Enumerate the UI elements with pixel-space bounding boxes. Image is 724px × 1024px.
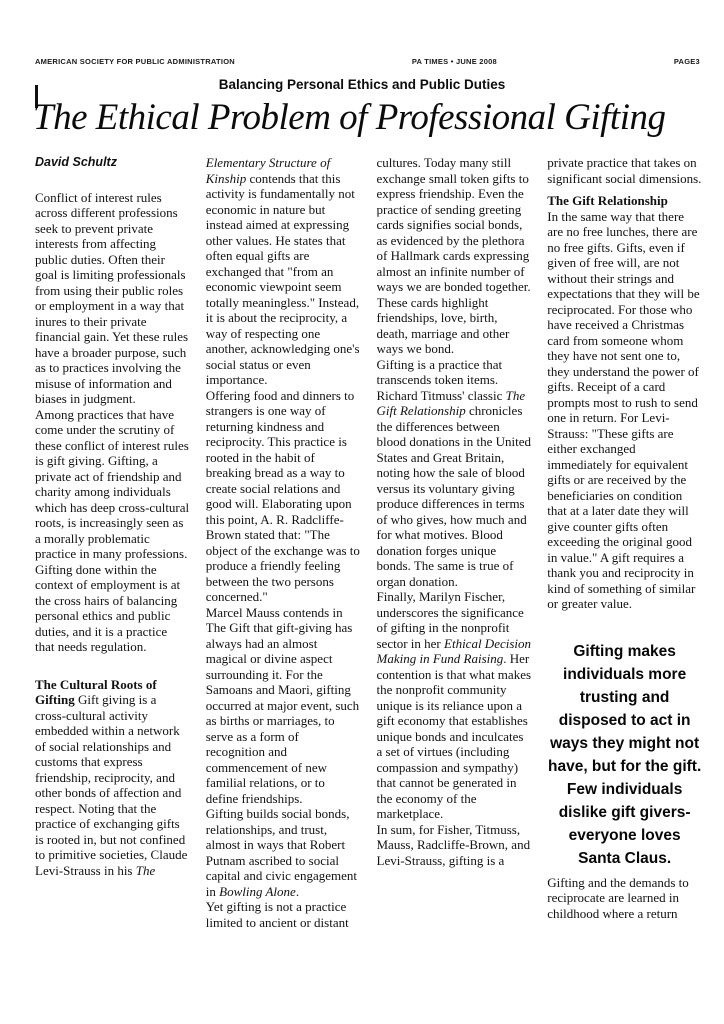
text-segment: Gift giving is a cross-cultural activity embedded within a network of social relationships and customs that express friendship, reciprocity, and other bonds of affection and respect. Noting that the practice of exchanging gifts is rooted in, but not confined to primitive societies, Claude Levi-Strauss in his	[35, 692, 188, 878]
text-segment: private practice that takes on significant social dimensions.	[547, 155, 702, 186]
text-segment: In sum, for Fisher, Titmuss, Mauss, Radcliffe-Brown, and Levi-Strauss, gifting is a	[376, 821, 531, 868]
article-column-1	[35, 155, 190, 1020]
article-paragraph	[547, 209, 702, 612]
text-segment: . Her contention is that what makes the nonprofit community unique is its reliance upon a gift economy that establishes unique bonds and inculcates a set of virtues (including compassion and sympathy) that cannot be generated in the economy of the marketplace.	[376, 651, 532, 821]
pull-quote-line: Gifting makes individuals more trusting and disposed to act in ways they might not have, but for the gift.	[547, 642, 702, 775]
article-paragraph	[35, 190, 190, 407]
text-segment: Gifting and the demands to reciprocate are learned in childhood where a return	[547, 874, 689, 921]
article-title: The Ethical Problem of Professional Gifting	[33, 97, 666, 138]
article-paragraph	[206, 388, 361, 605]
text-segment: Marcel Mauss contends in The Gift that gift-giving has always had an almost magical or divine aspect surrounding it. For the Samoans and Maori, gifting occurred at major event, such as births or marriages, to serve as a form of recognition and commencement of new familial relations, or to define friendships.	[205, 604, 360, 806]
article-paragraph	[206, 899, 361, 930]
article-paragraph	[377, 822, 532, 869]
publisher-name: AMERICAN SOCIETY FOR PUBLIC ADMINISTRATION	[35, 57, 235, 66]
article-paragraph	[377, 589, 532, 822]
text-segment: The Gift Relationship	[547, 193, 668, 208]
article-columns	[35, 155, 702, 1020]
article-paragraph	[547, 155, 702, 186]
article-paragraph	[377, 155, 532, 357]
text-segment: Yet gifting is not a practice limited to ancient or distant	[205, 899, 349, 930]
text-segment: contends that this activity is fundamentally not economic in nature but instead aimed at expressing other values. He states that often equal gifts are exchanged that "from an economic viewpoint seem totally meaningless." Instead, it is about the reciprocity, a way of respecting one another, acknowledging one's social status or even importance.	[205, 170, 360, 387]
text-segment: The	[135, 862, 156, 878]
text-segment: In the same way that there are no free lunches, there are no free gifts. Gifts, even if given of free will, are not without their strings and expectations that they will be reciprocated. For those who have received a Christmas card from someone whom they have not sent one to, they understand the power of gifts. Receipt of a card prompts most to rush to send one in return. For Levi-Strauss: "These gifts are either exchanged immediately for equivalent gifts or are received by the beneficiaries on condition that at a later date they will give counter gifts often exceeding the original good in value." A gift requires a thank you and reciprocity in kind of something of similar or greater value.	[547, 208, 700, 611]
text-segment: Gifting builds social bonds, relationships, and trust, almost in ways that Robert Putnam ascribed to social capital and civic engagement in	[205, 806, 357, 899]
article-paragraph	[547, 875, 702, 922]
section-heading	[547, 193, 702, 209]
page-header	[35, 57, 700, 66]
article-paragraph	[206, 155, 361, 388]
pull-quote-line: Few individuals dislike gift givers- everyone loves Santa Claus.	[558, 780, 691, 867]
text-segment: Conflict of interest rules across different professions seek to prevent private interests from affecting public duties. Often their goal is limiting professionals from using their public roles or employment in a way that inures to their private financial gain. Yet these rules have a broader purpose, such as to practices involving the misuse of information and biases in judgment.	[35, 189, 189, 406]
article-paragraph	[377, 357, 532, 590]
byline	[35, 155, 190, 171]
text-segment: Ethical Decision Making in Fund Raising	[376, 635, 532, 666]
article-paragraph	[206, 806, 361, 899]
article-paragraph	[35, 407, 190, 655]
text-segment: cultures. Today many still exchange small token gifts to express friendship. Even the practice of sending greeting cards signifies social bonds, as evidenced by the plethora of Hallmark cards expressing almost an infinite number of ways we are bonded together. These cards highlight friendships, love, birth, death, marriage and other ways we bond.	[376, 155, 531, 356]
text-segment: Offering food and dinners to strangers is one way of returning kindness and reciprocity. This practice is rooted in the habit of breaking bread as a way to create social relations and good will. Elaborating upon this point, A. R. Radcliffe-Brown stated that: "The object of the exchange was to produce a friendly feeling between the two persons concerned."	[205, 387, 360, 604]
article-column-2	[206, 155, 361, 1020]
text-segment: Bowling Alone	[219, 883, 296, 899]
text-segment: The Gift Relationship	[376, 387, 526, 418]
page-number: PAGE3	[673, 57, 700, 66]
publication-date: PA TIMES • JUNE 2008	[411, 57, 497, 66]
text-segment: chronicles the differences between blood donations in the United States and Great Britain, noting how the sale of blood versus its voluntary giving produce differences in terms of who gives, how much and for what motives. Blood donation forges unique bonds. The same is true of organ donation.	[376, 403, 532, 589]
text-segment: Among practices that have come under the scrutiny of these conflict of interest rules is gift giving. Gifting, a private act of friendship and charity among individuals which has deep cross-cultural roots, is increasingly seen as a morally problematic practice in many professions. Gifting done within the context of employment is at the cross hairs of balancing personal ethics and public duties, and it is a practice that needs regulation.	[35, 406, 190, 654]
pull-quote	[547, 640, 702, 870]
article-column-3	[377, 155, 532, 1020]
text-segment: Gifting is a practice that transcends token items. Richard Titmuss' classic	[376, 356, 506, 403]
text-segment: Elementary Structure of Kinship	[205, 155, 331, 186]
text-segment: .	[295, 883, 300, 899]
text-segment: The Cultural Roots of Gifting	[35, 676, 157, 707]
section-banner: Balancing Personal Ethics and Public Duties	[218, 77, 506, 92]
article-paragraph	[35, 677, 190, 879]
text-segment: David Schultz	[35, 155, 117, 169]
article-paragraph	[206, 605, 361, 807]
text-segment: Finally, Marilyn Fischer, underscores the significance of gifting in the nonprofit sector in her	[376, 589, 524, 651]
article-column-4	[547, 155, 702, 1020]
